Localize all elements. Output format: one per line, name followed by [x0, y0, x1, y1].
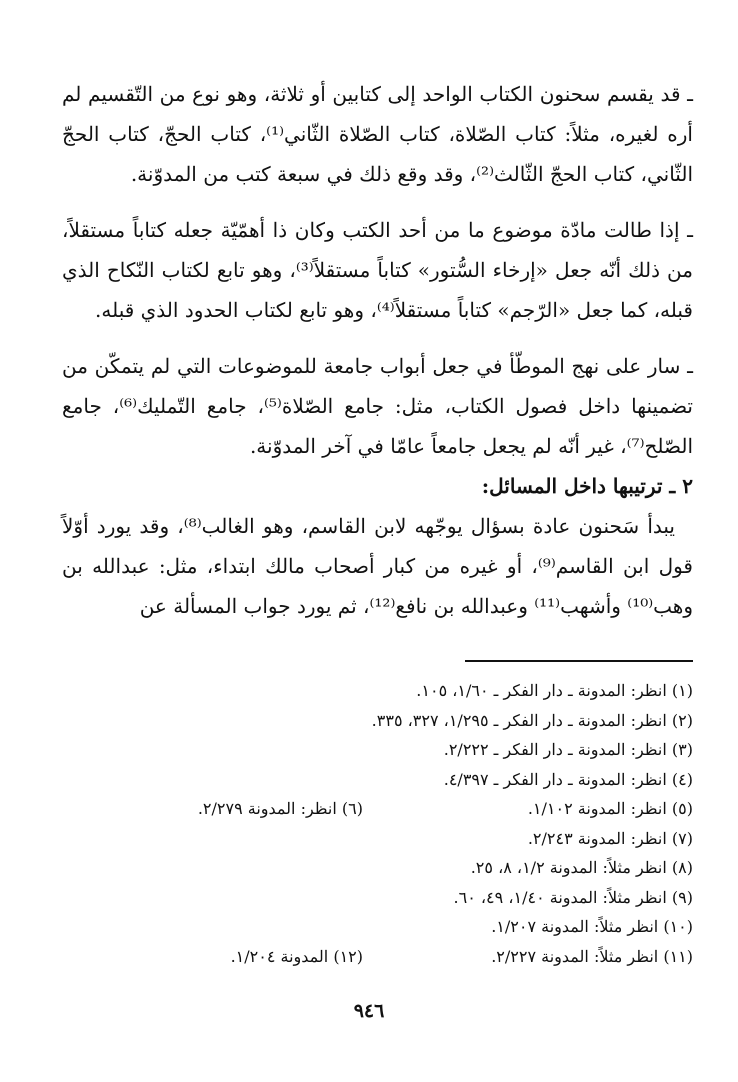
footnote: (١٢) المدونة ١/٢٠٤. — [230, 946, 363, 966]
paragraph: ـ إذا طالت مادّة موضوع ما من أحد الكتب وكان ذا أهمّيّة جعله كتاباً مستقلاً، من ذلك أنّه جعل «إرخاء السُّتور» كتاباً مستقلاً⁽³⁾، وهو تابع لكتاب النّكاح الذي قبله، كما جعل «الرّجم» كتاباً مستقلاً⁽⁴⁾، وهو تابع لكتاب الحدود الذي قبله. — [62, 218, 693, 322]
footnote-row — [62, 824, 693, 854]
footnote: (٥) انظر: المدونة ١/١٠٢. — [527, 799, 693, 818]
footnote-row — [62, 676, 693, 706]
footnote: (٨) انظر مثلاً: المدونة ١/٢، ٨، ٢٥. — [470, 858, 693, 877]
footnote: (٦) انظر: المدونة ٢/٢٧٩. — [197, 799, 363, 818]
footnote: (٤) انظر: المدونة ـ دار الفكر ـ ٤/٣٩٧. — [443, 769, 693, 789]
footnote: (٩) انظر مثلاً: المدونة ١/٤٠، ٤٩، ٦٠. — [453, 887, 693, 907]
footnote-separator — [465, 660, 693, 662]
footnote-row — [62, 912, 693, 942]
footnote: (٧) انظر: المدونة ٢/٢٤٣. — [527, 828, 693, 848]
footnote-row — [62, 765, 693, 795]
footnote-row — [62, 735, 693, 765]
footnote: (١١) انظر مثلاً: المدونة ٢/٢٢٧. — [491, 946, 693, 966]
footnotes — [62, 676, 693, 971]
footnote-row — [62, 942, 693, 972]
paragraph: ـ سار على نهج الموطّأ في جعل أبواب جامعة للموضوعات التي لم يتمكّن من تضمينها داخل فصول الكتاب، مثل: جامع الصّلاة⁽⁵⁾، جامع التّمليك⁽⁶⁾، جامع الصّلح⁽⁷⁾، غير أنّه لم يجعل جامعاً عامّا في آخر المدوّنة. — [62, 354, 694, 458]
footnote-row — [62, 706, 693, 736]
footnote: (١٠) انظر مثلاً: المدونة ١/٢٠٧. — [491, 917, 693, 936]
main-text — [62, 74, 693, 626]
footnote-row — [62, 794, 693, 824]
paragraph: يبدأ سَحنون عادة بسؤال يوجّهه لابن القاسم، وهو الغالب⁽⁸⁾، وقد يورد أوّلاً قول ابن القاسم⁽⁹⁾، أو غيره من كبار أصحاب مالك ابتداء، مثل: عبدالله بن وهب⁽¹⁰⁾ وأشهب⁽¹¹⁾ وعبدالله بن نافع⁽¹²⁾، ثم يورد جواب المسألة عن — [62, 514, 693, 618]
footnote-row — [62, 853, 693, 883]
page-number: ٩٤٦ — [353, 1000, 385, 1022]
section-heading: ٢ ـ ترتيبها داخل المسائل: — [481, 474, 693, 498]
paragraph: ـ قد يقسم سحنون الكتاب الواحد إلى كتابين أو ثلاثة، وهو نوع من التّقسيم لم أره لغيره، مثلاً: كتاب الصّلاة، كتاب الصّلاة الثّاني⁽¹⁾، كتاب الحجّ، كتاب الحجّ الثّاني، كتاب الحجّ الثّالث⁽²⁾، وقد وقع ذلك في سبعة كتب من المدوّنة. — [62, 82, 693, 186]
footnote-row — [62, 883, 693, 913]
footnote: (٢) انظر: المدونة ـ دار الفكر ـ ١/٢٩٥، ٣٢٧، ٣٣٥. — [371, 710, 693, 730]
footnote: (٣) انظر: المدونة ـ دار الفكر ـ ٢/٢٢٢. — [443, 740, 693, 759]
footnote: (١) انظر: المدونة ـ دار الفكر ـ ١/٦٠، ١٠٥. — [416, 681, 693, 700]
